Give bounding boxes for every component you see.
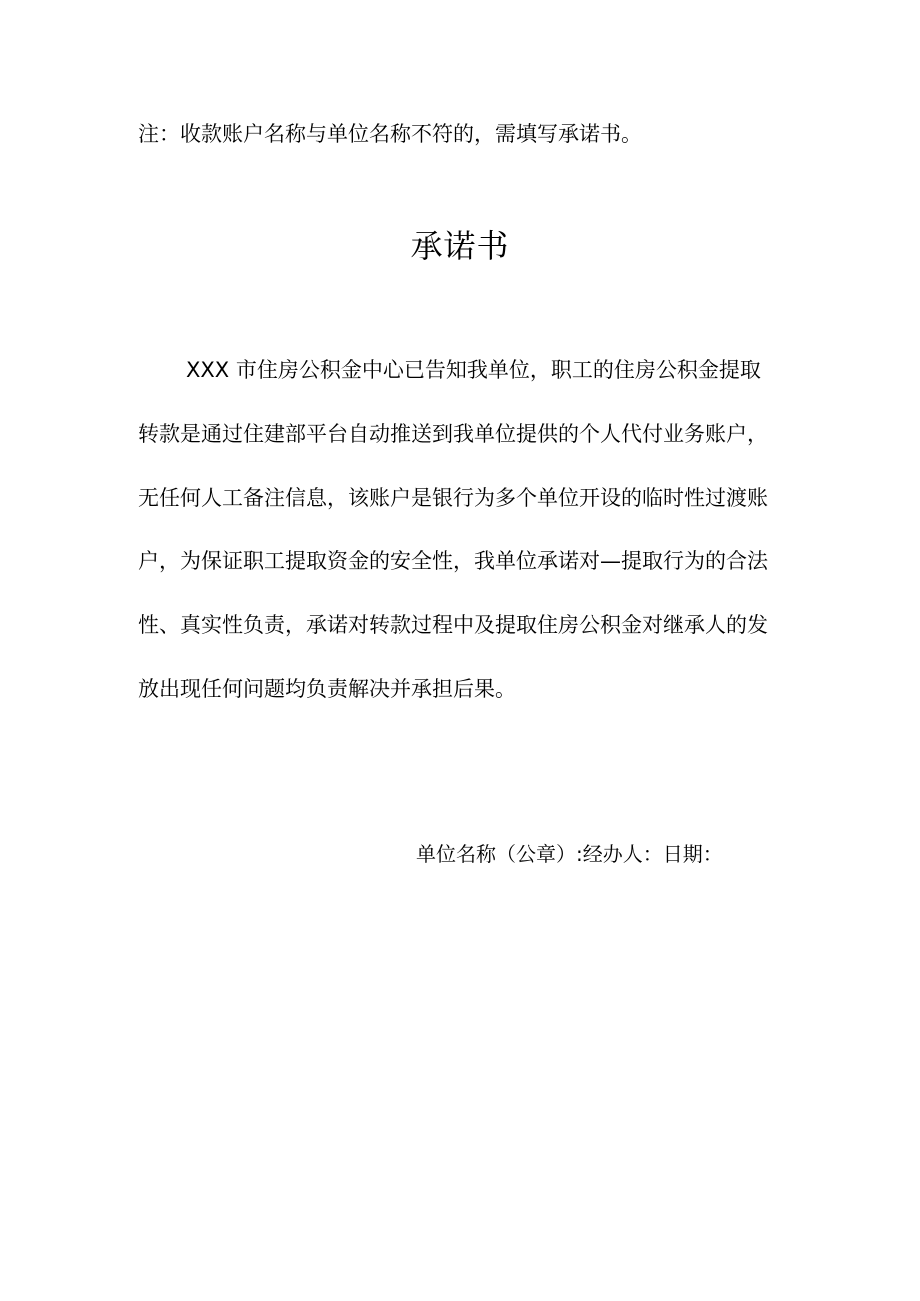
body-line-1: XXX 市住房公积金中心已告知我单位，职工的住房公积金提取 [186,358,761,382]
document-title: 承诺书 [410,227,510,265]
body-line-4: 户，为保证职工提取资金的安全性，我单位承诺对—提取行为的合法 [138,549,768,573]
note-text: 注：收款账户名称与单位名称不符的，需填写承诺书。 [138,122,642,146]
body-line-5: 性、真实性负责，承诺对转款过程中及提取住房公积金对继承人的发 [138,613,768,637]
body-line-3: 无任何人工备注信息，该账户是银行为多个单位开设的临时性过渡账 [138,486,768,510]
body-line-2: 转款是通过住建部平台自动推送到我单位提供的个人代付业务账户， [138,422,768,446]
body-line-6: 放出现任何问题均负责解决并承担后果。 [138,677,516,701]
signature-line: 单位名称（公章）:经办人：日期： [416,842,723,866]
